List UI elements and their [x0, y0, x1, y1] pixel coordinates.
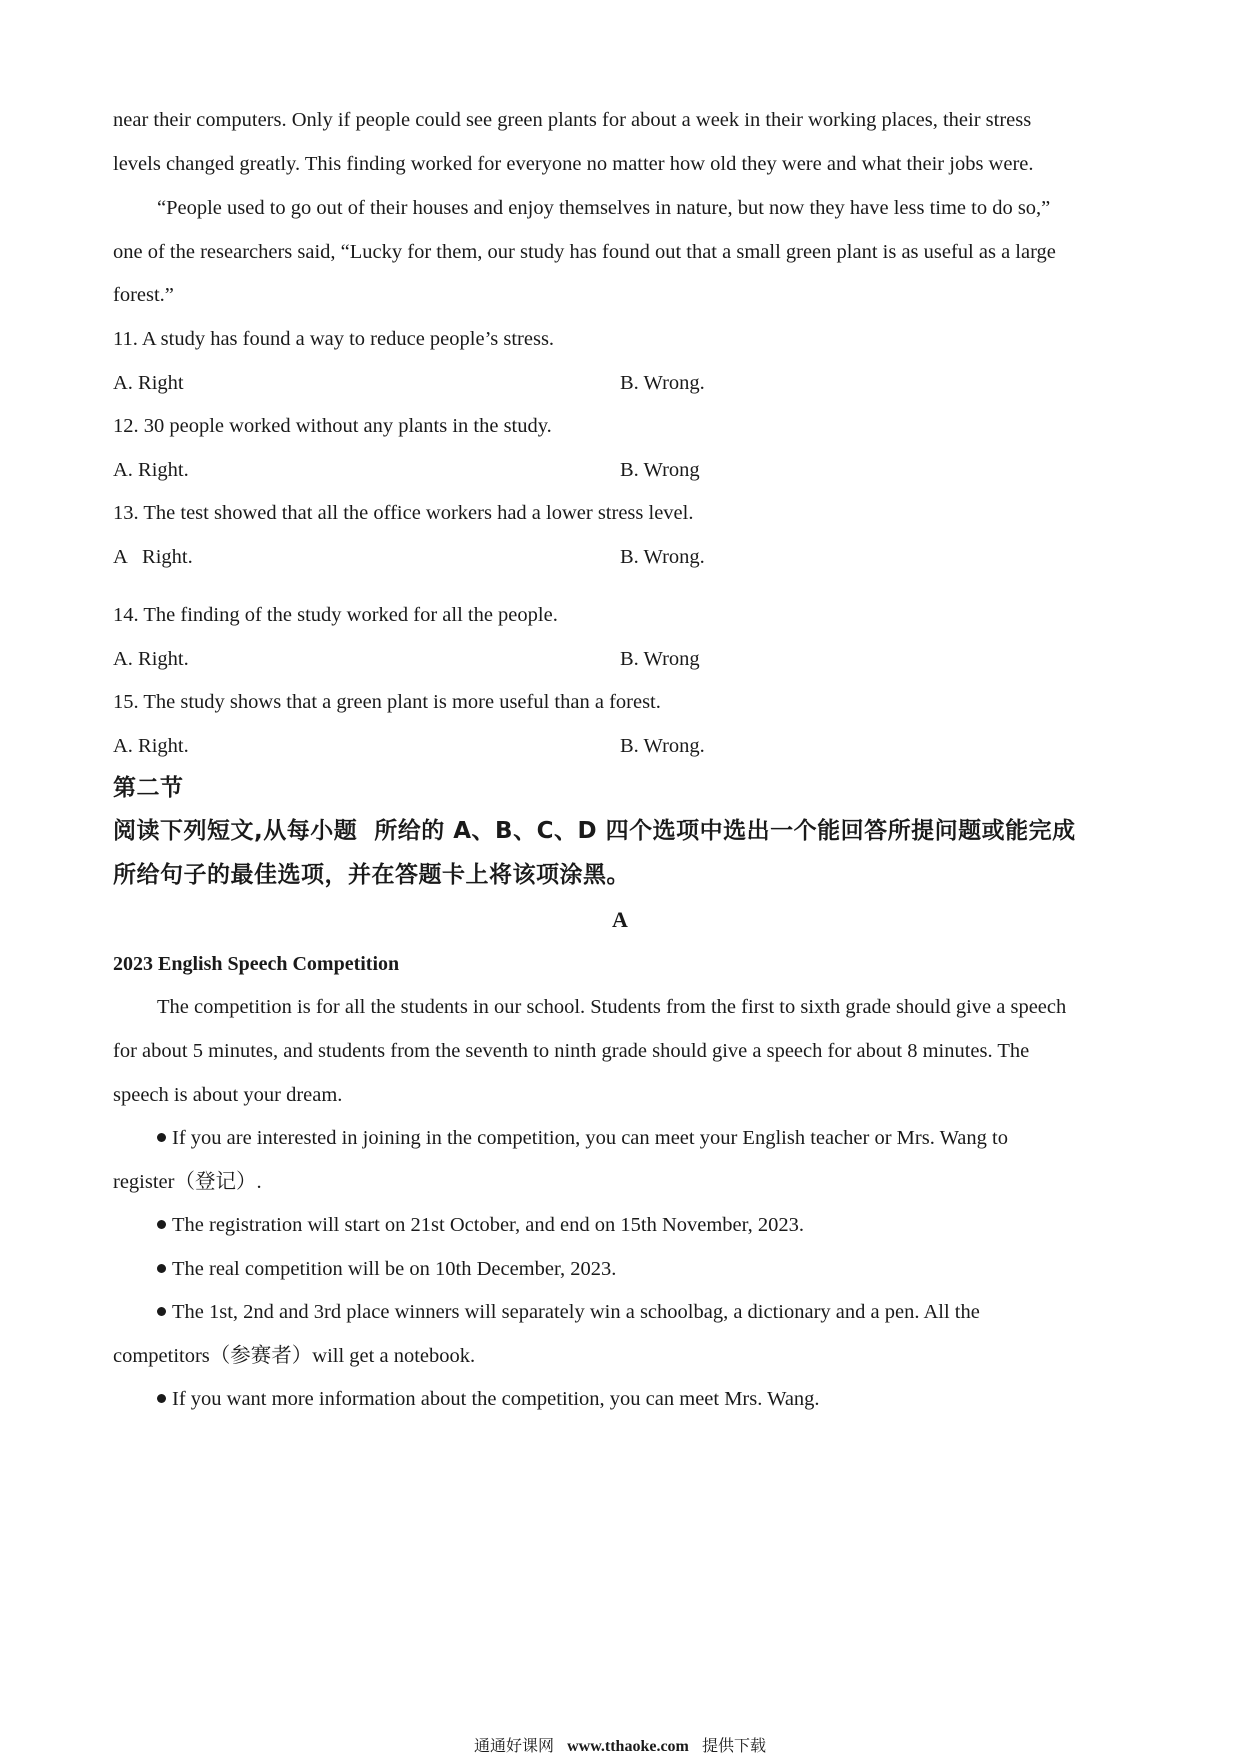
section-title: 第二节 — [113, 775, 184, 801]
question-13-option-a: A Right. — [113, 546, 193, 568]
notice-bullet-continuation: competitors（参赛者）will get a notebook. — [113, 1345, 476, 1367]
question-11-stem: 11. A study has found a way to reduce people’s stress. — [113, 328, 555, 350]
section-instructions: 阅读下列短文,从每小题 所给的 A、B、C、D 四个选项中选出一个能回答所提问题或能完成 — [113, 818, 1076, 844]
page-footer — [0, 1733, 1240, 1756]
question-14-option-a: A. Right. — [113, 648, 189, 670]
bullet-icon — [157, 1394, 166, 1403]
notice-bullet — [157, 1386, 820, 1412]
question-13-stem: 13. The test showed that all the office workers had a lower stress level. — [113, 502, 694, 524]
question-15-option-b: B. Wrong. — [620, 735, 705, 757]
question-14-option-b: B. Wrong — [620, 648, 700, 670]
question-15-stem: 15. The study shows that a green plant is more useful than a forest. — [113, 691, 661, 713]
notice-title: 2023 English Speech Competition — [113, 953, 400, 975]
notice-bullet — [157, 1299, 980, 1325]
footer-download-text: 提供下载 — [701, 1736, 766, 1755]
question-11-option-a: A. Right — [113, 372, 184, 394]
bullet-text: The registration will start on 21st October, and end on 15th November, 2023. — [172, 1214, 805, 1236]
notice-bullet — [157, 1256, 616, 1282]
bullet-text: If you are interested in joining in the competition, you can meet your English teacher or Mrs. Wang to — [172, 1127, 1008, 1149]
bullet-text: The 1st, 2nd and 3rd place winners will separately win a schoolbag, a dictionary and a pen. All the — [172, 1301, 980, 1323]
notice-bullet — [157, 1212, 804, 1238]
passage-line: near their computers. Only if people could see green plants for about a week in their working places, their stress — [113, 109, 1032, 131]
footer-site-name: 通通好课网 — [474, 1736, 555, 1755]
section-instructions: 所给句子的最佳选项，并在答题卡上将该项涂黑。 — [113, 862, 630, 888]
notice-paragraph-line: for about 5 minutes, and students from the seventh to ninth grade should give a speech for about 8 minutes. The — [113, 1040, 1030, 1062]
notice-bullet — [157, 1125, 1008, 1151]
question-14-stem: 14. The finding of the study worked for all the people. — [113, 604, 558, 626]
bullet-icon — [157, 1264, 166, 1273]
passage-label: A — [612, 907, 628, 932]
notice-paragraph-line: speech is about your dream. — [113, 1084, 343, 1106]
passage-line: levels changed greatly. This finding worked for everyone no matter how old they were and what their jobs were. — [113, 153, 1034, 175]
bullet-text: The real competition will be on 10th December, 2023. — [172, 1258, 617, 1280]
question-13-option-b: B. Wrong. — [620, 546, 705, 568]
question-12-option-a: A. Right. — [113, 459, 189, 481]
question-15-option-a: A. Right. — [113, 735, 189, 757]
bullet-icon — [157, 1220, 166, 1229]
question-11-option-b: B. Wrong. — [620, 372, 705, 394]
bullet-icon — [157, 1307, 166, 1316]
passage-line: “People used to go out of their houses and enjoy themselves in nature, but now they have less time to do so,” — [157, 197, 1051, 219]
notice-paragraph-line: The competition is for all the students in our school. Students from the first to sixth grade should give a speech — [157, 996, 1067, 1018]
notice-bullet-continuation: register（登记）. — [113, 1171, 262, 1193]
footer-link[interactable]: www.tthaoke.com — [567, 1738, 689, 1755]
question-12-option-b: B. Wrong — [620, 459, 700, 481]
bullet-text: If you want more information about the competition, you can meet Mrs. Wang. — [172, 1388, 820, 1410]
passage-line: one of the researchers said, “Lucky for them, our study has found out that a small green plant is as useful as a large — [113, 241, 1056, 263]
bullet-icon — [157, 1133, 166, 1142]
passage-line: forest.” — [113, 284, 174, 306]
question-12-stem: 12. 30 people worked without any plants in the study. — [113, 415, 552, 437]
